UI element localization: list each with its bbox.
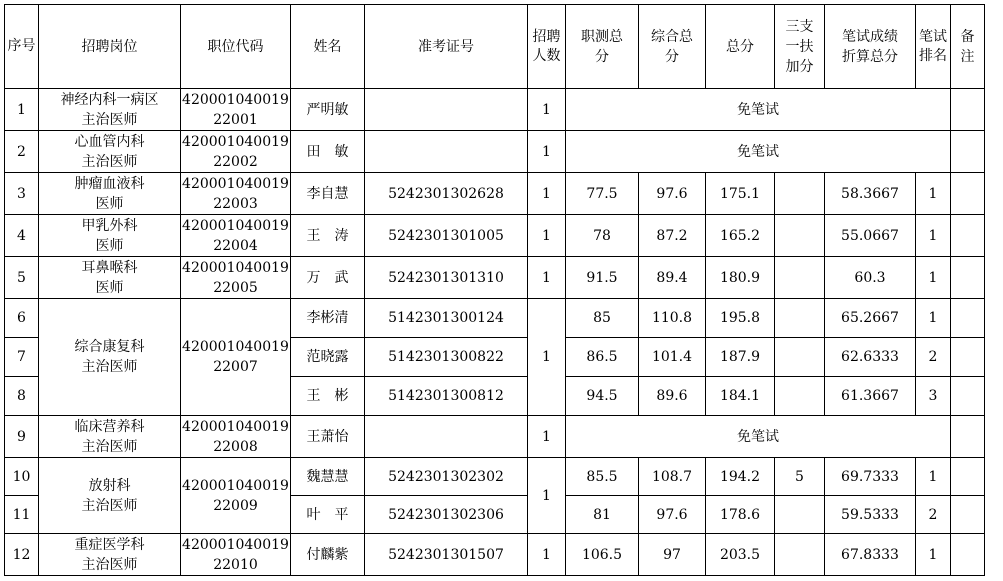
cell-converted: 61.3667	[825, 377, 916, 416]
cell-remark	[951, 416, 985, 458]
cell-total: 195.8	[706, 299, 775, 338]
cell-exempt: 免笔试	[566, 131, 951, 173]
cell-seq: 9	[5, 416, 39, 458]
table-row	[5, 215, 985, 257]
header-cat-score: 职测总分	[566, 5, 639, 89]
cell-post: 放射科 主治医师	[39, 458, 181, 534]
table-row	[5, 534, 985, 576]
table-row	[5, 131, 985, 173]
cell-name: 严明敏	[291, 89, 365, 131]
cell-cat-score: 91.5	[566, 257, 639, 299]
header-recruit: 招聘人数	[528, 5, 566, 89]
cell-seq: 12	[5, 534, 39, 576]
cell-post: 甲乳外科 医师	[39, 215, 181, 257]
cell-ticket: 5242301302302	[365, 458, 528, 496]
cell-total: 165.2	[706, 215, 775, 257]
cell-ticket: 5142301300124	[365, 299, 528, 338]
cell-remark	[951, 534, 985, 576]
cell-post: 综合康复科 主治医师	[39, 299, 181, 416]
cell-cat-score: 106.5	[566, 534, 639, 576]
cell-remark	[951, 496, 985, 534]
cell-seq: 8	[5, 377, 39, 416]
cell-comp-score: 97	[639, 534, 706, 576]
cell-seq: 5	[5, 257, 39, 299]
cell-name: 李彬清	[291, 299, 365, 338]
cell-cat-score: 86.5	[566, 338, 639, 377]
cell-rank: 3	[916, 377, 951, 416]
cell-exempt: 免笔试	[566, 416, 951, 458]
cell-recruit: 1	[528, 215, 566, 257]
cell-remark	[951, 89, 985, 131]
cell-remark	[951, 458, 985, 496]
cell-recruit: 1	[528, 131, 566, 173]
cell-recruit: 1	[528, 257, 566, 299]
cell-remark	[951, 131, 985, 173]
cell-code: 420001040019 22010	[181, 534, 291, 576]
cell-code: 420001040019 22004	[181, 215, 291, 257]
cell-cat-score: 85.5	[566, 458, 639, 496]
header-converted: 笔试成绩折算总分	[825, 5, 916, 89]
cell-seq: 6	[5, 299, 39, 338]
cell-remark	[951, 215, 985, 257]
cell-comp-score: 89.6	[639, 377, 706, 416]
cell-remark	[951, 299, 985, 338]
cell-code: 420001040019 22002	[181, 131, 291, 173]
cell-seq: 4	[5, 215, 39, 257]
cell-ticket: 5142301300822	[365, 338, 528, 377]
cell-total: 180.9	[706, 257, 775, 299]
cell-converted: 58.3667	[825, 173, 916, 215]
cell-bonus	[775, 377, 825, 416]
cell-bonus: 5	[775, 458, 825, 496]
table-row	[5, 173, 985, 215]
table-row	[5, 89, 985, 131]
cell-name: 李自慧	[291, 173, 365, 215]
cell-code: 420001040019 22008	[181, 416, 291, 458]
header-ticket: 准考证号	[365, 5, 528, 89]
cell-remark	[951, 257, 985, 299]
cell-post: 临床营养科 主治医师	[39, 416, 181, 458]
cell-cat-score: 94.5	[566, 377, 639, 416]
cell-code: 420001040019 22003	[181, 173, 291, 215]
cell-post: 神经内科一病区 主治医师	[39, 89, 181, 131]
cell-seq: 10	[5, 458, 39, 496]
cell-cat-score: 78	[566, 215, 639, 257]
cell-name: 叶 平	[291, 496, 365, 534]
cell-bonus	[775, 338, 825, 377]
cell-rank: 1	[916, 458, 951, 496]
cell-comp-score: 97.6	[639, 496, 706, 534]
cell-converted: 60.3	[825, 257, 916, 299]
table-row	[5, 458, 985, 496]
cell-total: 184.1	[706, 377, 775, 416]
cell-remark	[951, 338, 985, 377]
cell-remark	[951, 173, 985, 215]
results-table	[4, 4, 985, 576]
cell-comp-score: 110.8	[639, 299, 706, 338]
cell-rank: 2	[916, 496, 951, 534]
cell-rank: 1	[916, 257, 951, 299]
cell-name: 王 彬	[291, 377, 365, 416]
header-seq: 序号	[5, 5, 39, 89]
cell-seq: 1	[5, 89, 39, 131]
cell-cat-score: 85	[566, 299, 639, 338]
cell-total: 203.5	[706, 534, 775, 576]
cell-seq: 3	[5, 173, 39, 215]
cell-bonus	[775, 257, 825, 299]
cell-ticket	[365, 131, 528, 173]
header-code: 职位代码	[181, 5, 291, 89]
cell-name: 范晓露	[291, 338, 365, 377]
cell-post: 重症医学科 主治医师	[39, 534, 181, 576]
cell-total: 178.6	[706, 496, 775, 534]
cell-post: 耳鼻喉科 医师	[39, 257, 181, 299]
cell-name: 魏慧慧	[291, 458, 365, 496]
header-comp-score: 综合总分	[639, 5, 706, 89]
cell-comp-score: 97.6	[639, 173, 706, 215]
header-remark: 备注	[951, 5, 985, 89]
cell-post: 心血管内科 主治医师	[39, 131, 181, 173]
cell-ticket: 5242301301507	[365, 534, 528, 576]
cell-comp-score: 108.7	[639, 458, 706, 496]
cell-recruit: 1	[528, 458, 566, 534]
header-row	[5, 5, 985, 89]
cell-seq: 7	[5, 338, 39, 377]
cell-remark	[951, 377, 985, 416]
cell-code: 420001040019 22007	[181, 299, 291, 416]
cell-recruit: 1	[528, 416, 566, 458]
cell-cat-score: 81	[566, 496, 639, 534]
cell-rank: 1	[916, 173, 951, 215]
cell-converted: 69.7333	[825, 458, 916, 496]
table-row	[5, 299, 985, 338]
cell-comp-score: 101.4	[639, 338, 706, 377]
cell-code: 420001040019 22009	[181, 458, 291, 534]
cell-bonus	[775, 173, 825, 215]
cell-converted: 59.5333	[825, 496, 916, 534]
cell-seq: 2	[5, 131, 39, 173]
cell-converted: 67.8333	[825, 534, 916, 576]
header-name: 姓名	[291, 5, 365, 89]
cell-total: 175.1	[706, 173, 775, 215]
cell-name: 田 敏	[291, 131, 365, 173]
cell-ticket	[365, 416, 528, 458]
header-rank: 笔试排名	[916, 5, 951, 89]
cell-rank: 1	[916, 215, 951, 257]
cell-ticket: 5242301301310	[365, 257, 528, 299]
cell-total: 187.9	[706, 338, 775, 377]
cell-rank: 1	[916, 299, 951, 338]
cell-bonus	[775, 496, 825, 534]
cell-exempt: 免笔试	[566, 89, 951, 131]
cell-post: 肿瘤血液科 医师	[39, 173, 181, 215]
cell-code: 420001040019 22001	[181, 89, 291, 131]
cell-code: 420001040019 22005	[181, 257, 291, 299]
cell-ticket: 5242301302306	[365, 496, 528, 534]
cell-converted: 65.2667	[825, 299, 916, 338]
cell-ticket: 5242301301005	[365, 215, 528, 257]
header-total: 总分	[706, 5, 775, 89]
cell-recruit: 1	[528, 173, 566, 215]
cell-seq: 11	[5, 496, 39, 534]
table-row	[5, 257, 985, 299]
cell-recruit: 1	[528, 89, 566, 131]
header-post: 招聘岗位	[39, 5, 181, 89]
cell-rank: 1	[916, 534, 951, 576]
cell-name: 付麟紫	[291, 534, 365, 576]
cell-name: 万 武	[291, 257, 365, 299]
cell-bonus	[775, 299, 825, 338]
cell-comp-score: 87.2	[639, 215, 706, 257]
cell-bonus	[775, 215, 825, 257]
cell-ticket: 5242301302628	[365, 173, 528, 215]
cell-ticket: 5142301300812	[365, 377, 528, 416]
cell-converted: 62.6333	[825, 338, 916, 377]
cell-recruit: 1	[528, 299, 566, 416]
cell-comp-score: 89.4	[639, 257, 706, 299]
cell-recruit: 1	[528, 534, 566, 576]
cell-converted: 55.0667	[825, 215, 916, 257]
header-bonus: 三支一扶加分	[775, 5, 825, 89]
cell-name: 王萧怡	[291, 416, 365, 458]
cell-rank: 2	[916, 338, 951, 377]
cell-total: 194.2	[706, 458, 775, 496]
cell-ticket	[365, 89, 528, 131]
table-row	[5, 416, 985, 458]
cell-name: 王 涛	[291, 215, 365, 257]
cell-cat-score: 77.5	[566, 173, 639, 215]
cell-bonus	[775, 534, 825, 576]
